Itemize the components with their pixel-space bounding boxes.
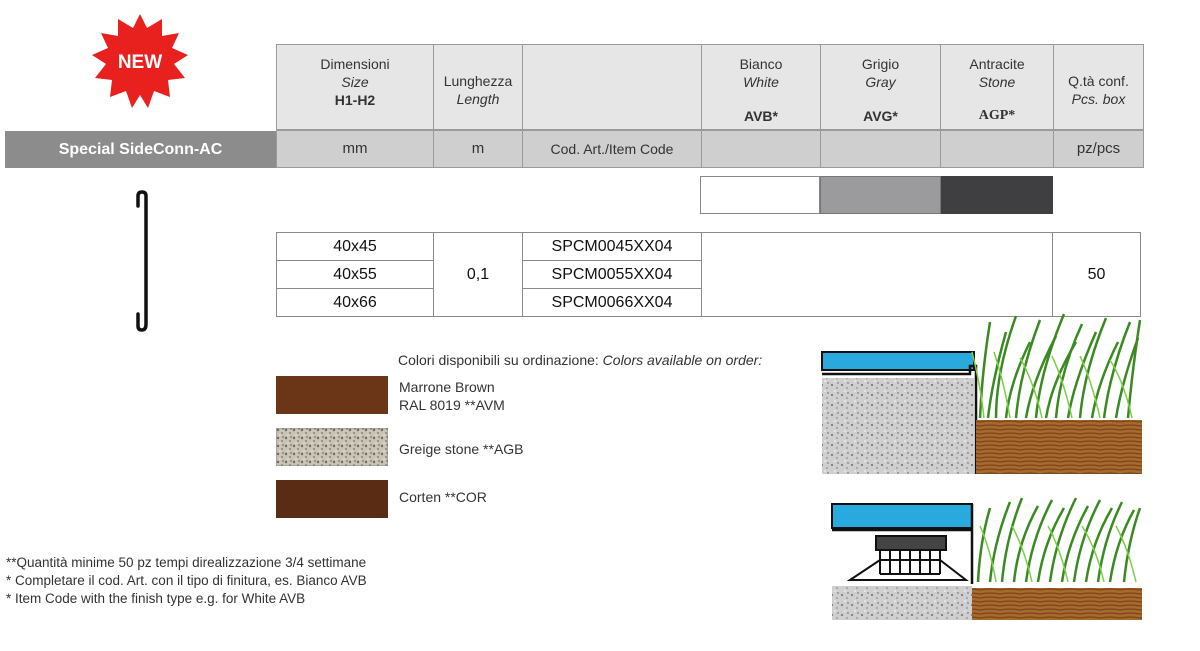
swatch-corten (276, 480, 388, 518)
swatch-grigio (820, 176, 941, 214)
header-dimensioni (276, 44, 434, 130)
bottom-scene (832, 498, 1142, 620)
label-marrone-line2: RAL 8019 **AVM (399, 397, 505, 413)
unit-antracite-blank (940, 130, 1054, 168)
label-corten: Corten **COR (399, 489, 487, 505)
colors-title-en: Colors available on order: (602, 352, 763, 368)
note-1: **Quantità minime 50 pz tempi direalizzazione 3/4 settimane (6, 555, 367, 570)
header-h1h2-label: H1-H2 (334, 92, 376, 108)
unit-m: m (433, 130, 523, 168)
table-length-value: 0,1 (433, 232, 523, 317)
swatch-antracite (941, 176, 1053, 214)
product-name-label: Special SideConn-AC (5, 131, 276, 168)
header-code-blank (522, 44, 702, 130)
unit-pz: pz/pcs (1053, 130, 1144, 168)
header-avg-label: AVG* (863, 108, 898, 124)
profile-icon (138, 192, 146, 330)
header-lunghezza (433, 44, 523, 130)
header-bianco-label: Bianco (739, 56, 783, 72)
unit-mm: mm (276, 130, 434, 168)
table-row-1-size: 40x45 (276, 232, 434, 261)
swatch-marrone (276, 376, 388, 414)
label-marrone-line1: Marrone Brown (399, 379, 495, 395)
header-length-label: Length (456, 91, 500, 107)
label-marrone (399, 378, 505, 414)
header-dimensioni-label: Dimensioni (320, 56, 390, 72)
header-avb-label: AVB* (744, 108, 778, 124)
table-box-value: 50 (1052, 232, 1141, 317)
table-row-1-code: SPCM0045XX04 (522, 232, 702, 261)
header-white-label: White (743, 74, 779, 90)
header-size-label: Size (341, 74, 369, 90)
header-pcsbox-label: Pcs. box (1071, 91, 1126, 107)
unit-grigio-blank (820, 130, 941, 168)
colors-on-order-title (398, 352, 762, 368)
swatch-greige (276, 428, 388, 466)
table-row-3-code: SPCM0066XX04 (522, 288, 702, 317)
installation-illustration (820, 312, 1142, 622)
note-3: * Item Code with the finish type e.g. for White AVB (6, 591, 306, 606)
header-grigio (820, 44, 941, 130)
header-antracite-label: Antracite (969, 56, 1025, 72)
header-qta-label: Q.tà conf. (1068, 73, 1129, 89)
top-scene (822, 314, 1142, 474)
header-lunghezza-label: Lunghezza (443, 73, 513, 89)
header-stone-label: Stone (978, 74, 1016, 90)
header-qta (1053, 44, 1144, 130)
table-finish-blank (701, 232, 1053, 317)
note-2: * Completare il cod. Art. con il tipo di finitura, es. Bianco AVB (6, 573, 367, 588)
label-greige: Greige stone **AGB (399, 441, 524, 457)
table-row-3-size: 40x66 (276, 288, 434, 317)
new-badge (90, 12, 190, 112)
unit-code: Cod. Art./Item Code (522, 130, 702, 168)
header-gray-label: Gray (865, 74, 896, 90)
swatch-bianco (700, 176, 820, 214)
table-row-2-size: 40x55 (276, 260, 434, 289)
badge-text: NEW (117, 52, 163, 73)
profile-drawing (132, 190, 154, 334)
header-bianco (701, 44, 821, 130)
unit-bianco-blank (701, 130, 821, 168)
header-grigio-label: Grigio (861, 56, 900, 72)
table-row-2-code: SPCM0055XX04 (522, 260, 702, 289)
header-agp-label: AGP* (978, 108, 1016, 123)
header-antracite (940, 44, 1054, 130)
colors-title-it: Colori disponibili su ordinazione: (398, 352, 599, 368)
